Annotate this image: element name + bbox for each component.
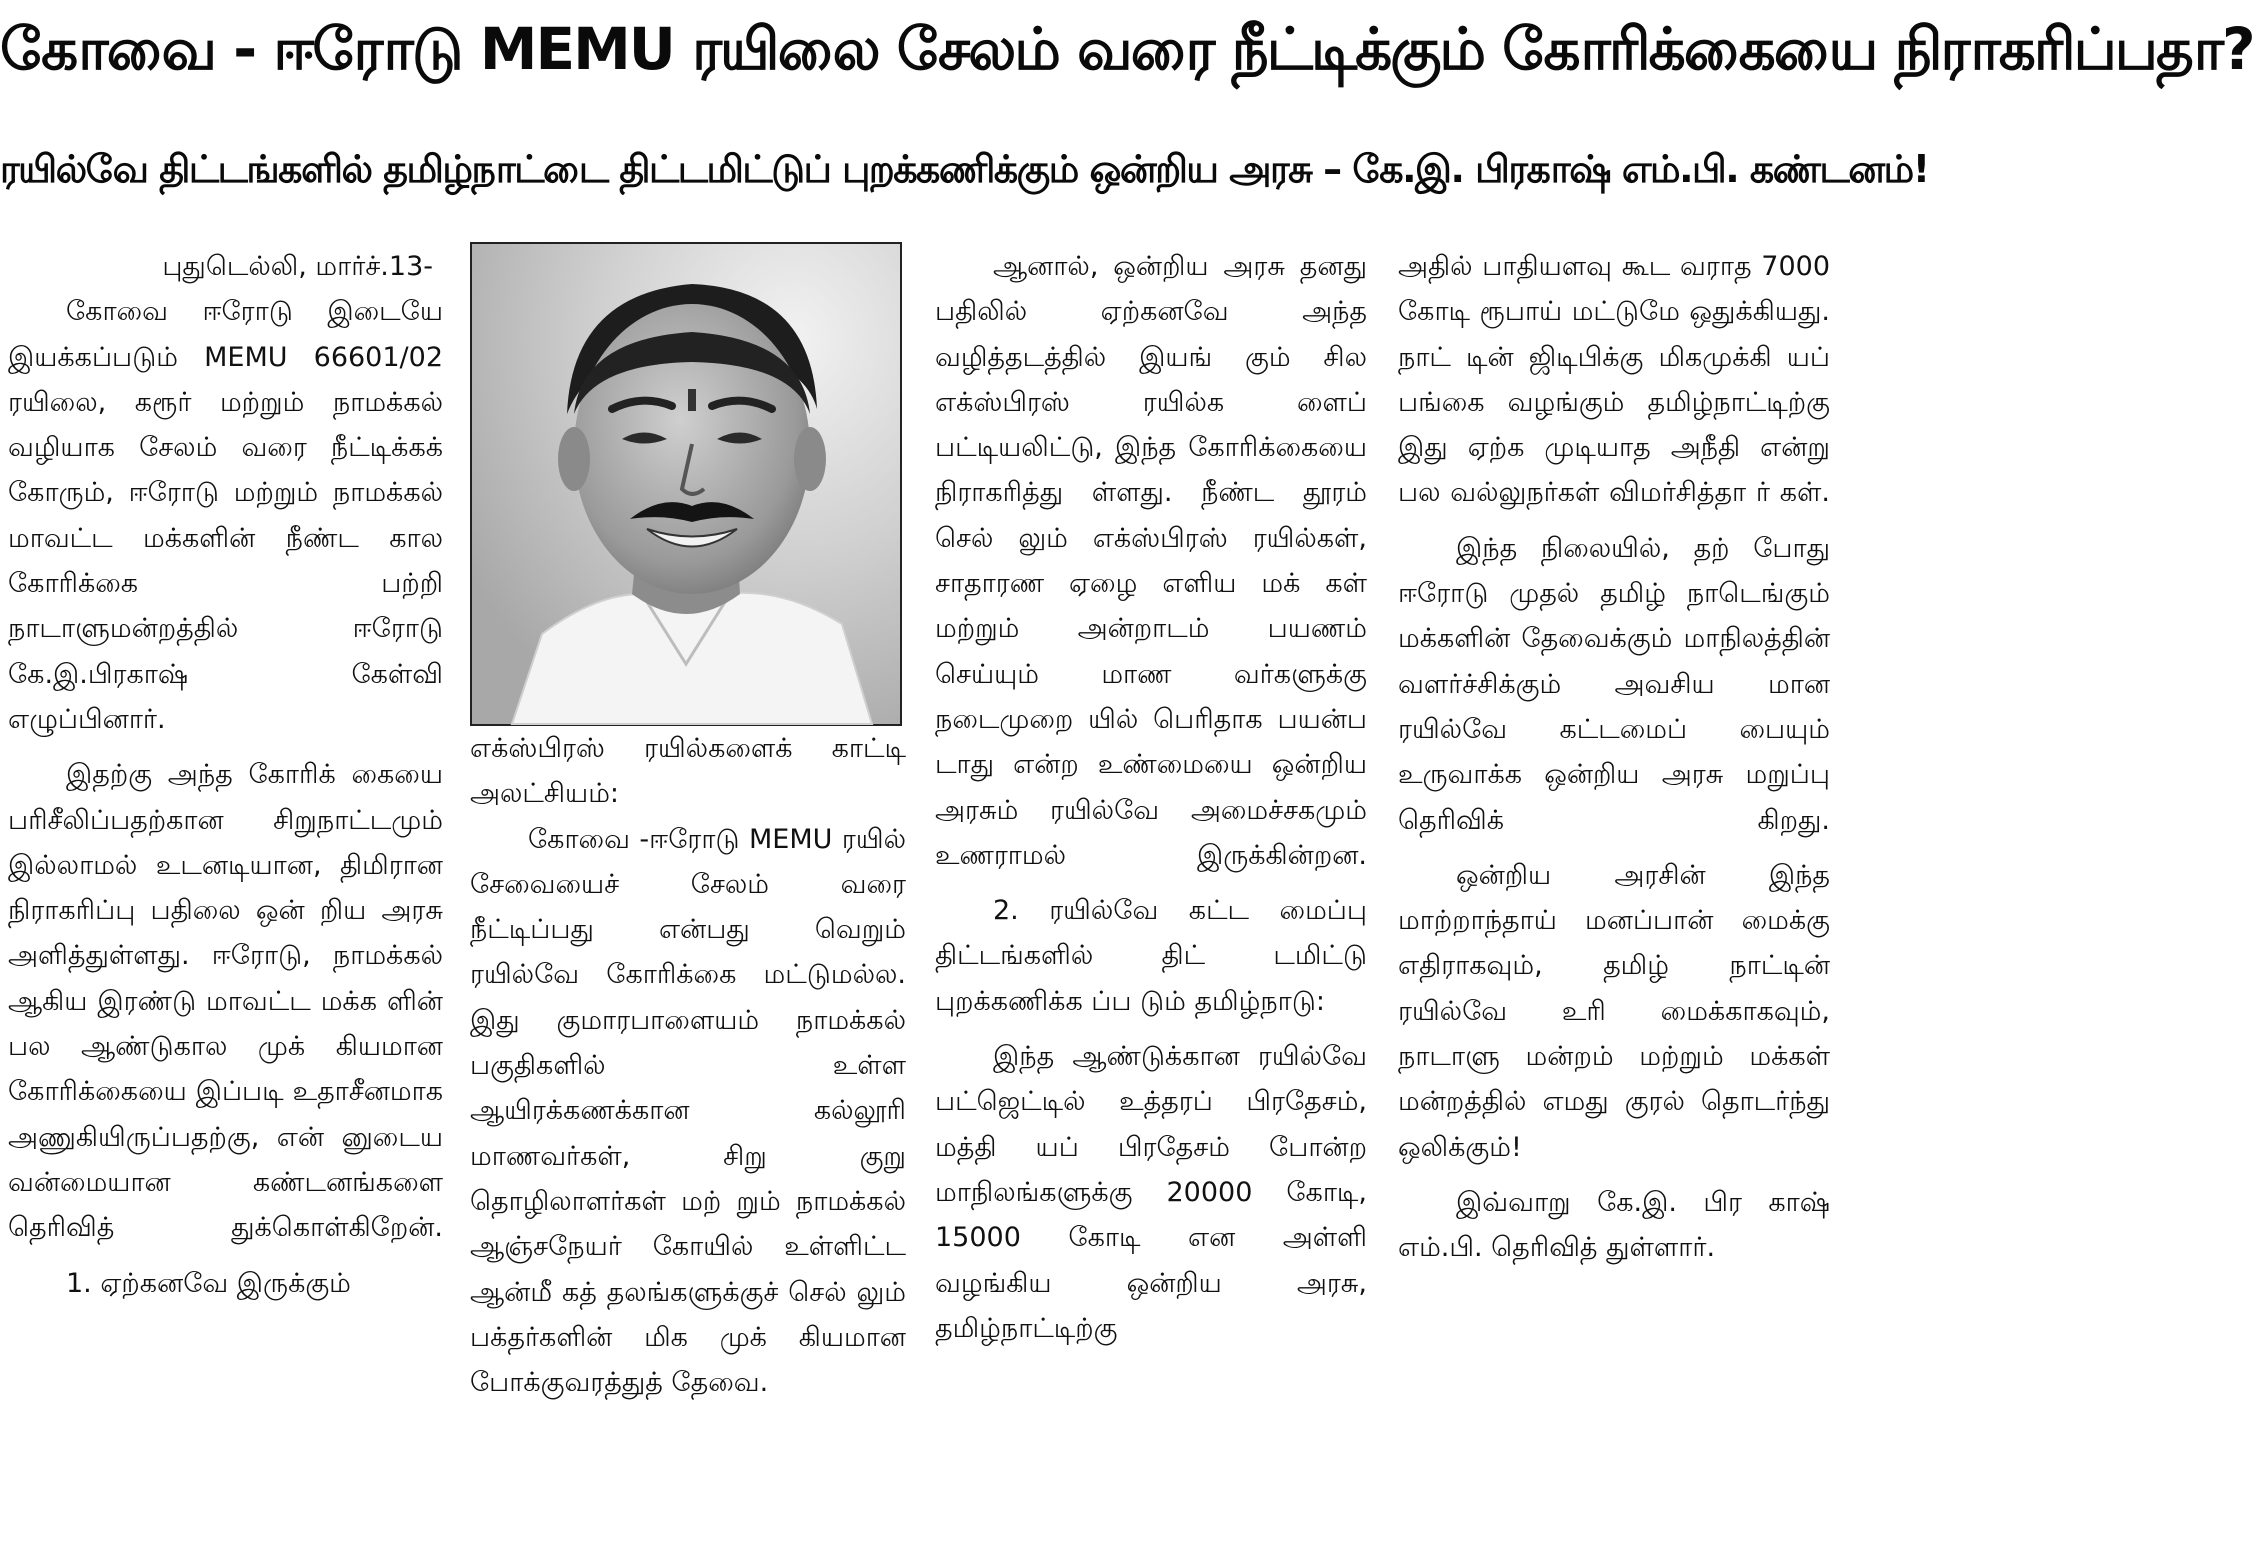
paragraph: ஒன்றிய அரசின் இந்த மாற்றாந்தாய் மனப்பான் மைக்கு எதிராகவும், தமிழ் நாட்டின் ரயில்வே உரி மைக்காகவும், நாடாளு மன்றம் மற்றும் மக்கள் மன்றத்தில் எமது குரல் தொடர்ந்து ஒலிக்கும்! [1398, 859, 1830, 1163]
article-column-1 [8, 244, 443, 1544]
subheadline: ரயில்வே திட்டங்களில் தமிழ்நாட்டை திட்டமிட்டுப் புறக்கணிக்கும் ஒன்றிய அரசு – கே.இ. பிரகாஷ் எம்.பி. கண்டனம்! [0, 147, 1929, 191]
paragraph: 1. ஏற்கனவே இருக்கும் [66, 1267, 351, 1299]
article-column-4 [1398, 244, 1830, 1544]
dateline: புதுடெல்லி, மார்ச்.13- [162, 251, 433, 282]
paragraph: அதில் பாதியளவு கூட வராத 7000 கோடி ரூபாய் மட்டுமே ஒதுக்கியது. நாட் டின் ஜிடிபிக்கு மிகமுக்கி யப் பங்கை வழங்கும் தமிழ்நாட்டிற்கு இது ஏற்க முடியாத அநீதி என்று பல வல்லுநர்கள் விமர்சித்தா ர் கள். [1398, 251, 1830, 509]
article-column-2 [470, 244, 906, 1544]
paragraph: இவ்வாறு கே.இ. பிர காஷ் எம்.பி. தெரிவித் துள்ளார். [1398, 1186, 1830, 1264]
article-column-3 [935, 244, 1367, 1544]
paragraph: கோவை -ஈரோடு MEMU ரயில் சேவையைச் சேலம் வரை நீட்டிப்பது என்பது வெறும் ரயில்வே கோரிக்கை மட்டுமல்ல. இது குமாரபாளையம் நாமக்கல் பகுதிகளில் உள்ள ஆயிரக்கணக்கான கல்லூரி மாணவர்கள், சிறு குறு தொழிலாளர்கள் மற் றும் நாமக்கல் ஆஞ்சநேயர் கோயில் உள்ளிட்ட ஆன்மீ கத் தலங்களுக்குச் செல் லும் பக்தர்களின் மிக முக் கியமான போக்குவரத்துத் தேவை. [470, 823, 906, 1399]
section-subheading: 2. ரயில்வே கட்ட மைப்பு திட்டங்களில் திட் டமிட்டு புறக்கணிக்க ப்ப டும் தமிழ்நாடு: [935, 895, 1367, 1017]
paragraph: கோவை ஈரோடு இடையே இயக்கப்படும் MEMU 66601/02 ரயிலை, கரூர் மற்றும் நாமக்கல் வழியாக சேலம் வரை நீட்டிக்கக் கோரும், ஈரோடு மற்றும் நாமக்கல் மாவட்ட மக்களின் நீண்ட கால கோரிக்கை பற்றி நாடாளுமன்றத்தில் ஈரோடு கே.இ.பிரகாஷ் கேள்வி எழுப்பினார். [8, 296, 443, 735]
paragraph: இந்த நிலையில், தற் போது ஈரோடு முதல் தமிழ் நாடெங்கும் மக்களின் தேவைக்கும் மாநிலத்தின் வளர்ச்சிக்கும் அவசிய மான ரயில்வே கட்டமைப் பையும் உருவாக்க ஒன்றிய அரசு மறுப்பு தெரிவிக் கிறது. [1398, 532, 1830, 836]
paragraph: இதற்கு அந்த கோரிக் கையை பரிசீலிப்பதற்கான சிறுநாட்டமும் இல்லாமல் உடனடியான, திமிரான நிராகரிப்பு பதிலை ஒன் றிய அரசு அளித்துள்ளது. ஈரோடு, நாமக்கல் ஆகிய இரண்டு மாவட்ட மக்க ளின் பல ஆண்டுகால முக் கியமான கோரிக்கையை இப்படி உதாசீனமாக அணுகியிருப்பதற்கு, என் னுடைய வன்மையான கண்டனங்களை தெரிவித் துக்கொள்கிறேன். [8, 759, 443, 1244]
headline: கோவை - ஈரோடு MEMU ரயிலை சேலம் வரை நீட்டிக்கும் கோரிக்கையை நிராகரிப்பதா? [0, 15, 2254, 83]
section-subheading: எக்ஸ்பிரஸ் ரயில்களைக் காட்டி அலட்சியம்: [470, 733, 906, 810]
paragraph: இந்த ஆண்டுக்கான ரயில்வே பட்ஜெட்டில் உத்தரப் பிரதேசம், மத்தி யப் பிரதேசம் போன்ற மாநிலங்களுக்கு 20000 கோடி, 15000 கோடி என அள்ளி வழங்கிய ஒன்றிய அரசு, தமிழ்நாட்டிற்கு [935, 1041, 1367, 1344]
paragraph: ஆனால், ஒன்றிய அரசு தனது பதிலில் ஏற்கனவே அந்த வழித்தடத்தில் இயங் கும் சில எக்ஸ்பிரஸ் ரயில்க ளைப் பட்டியலிட்டு, இந்த கோரிக்கையை நிராகரித்து ள்ளது. நீண்ட தூரம் செல் லும் எக்ஸ்பிரஸ் ரயில்கள், சாதாரண ஏழை எளிய மக் கள் மற்றும் அன்றாடம் பயணம் செய்யும் மாண வர்களுக்கு நடைமுறை யில் பெரிதாக பயன்ப டாது என்ற உண்மையை ஒன்றிய அரசும் ரயில்வே அமைச்சகமும் உணராமல் இருக்கின்றன. [935, 251, 1367, 871]
